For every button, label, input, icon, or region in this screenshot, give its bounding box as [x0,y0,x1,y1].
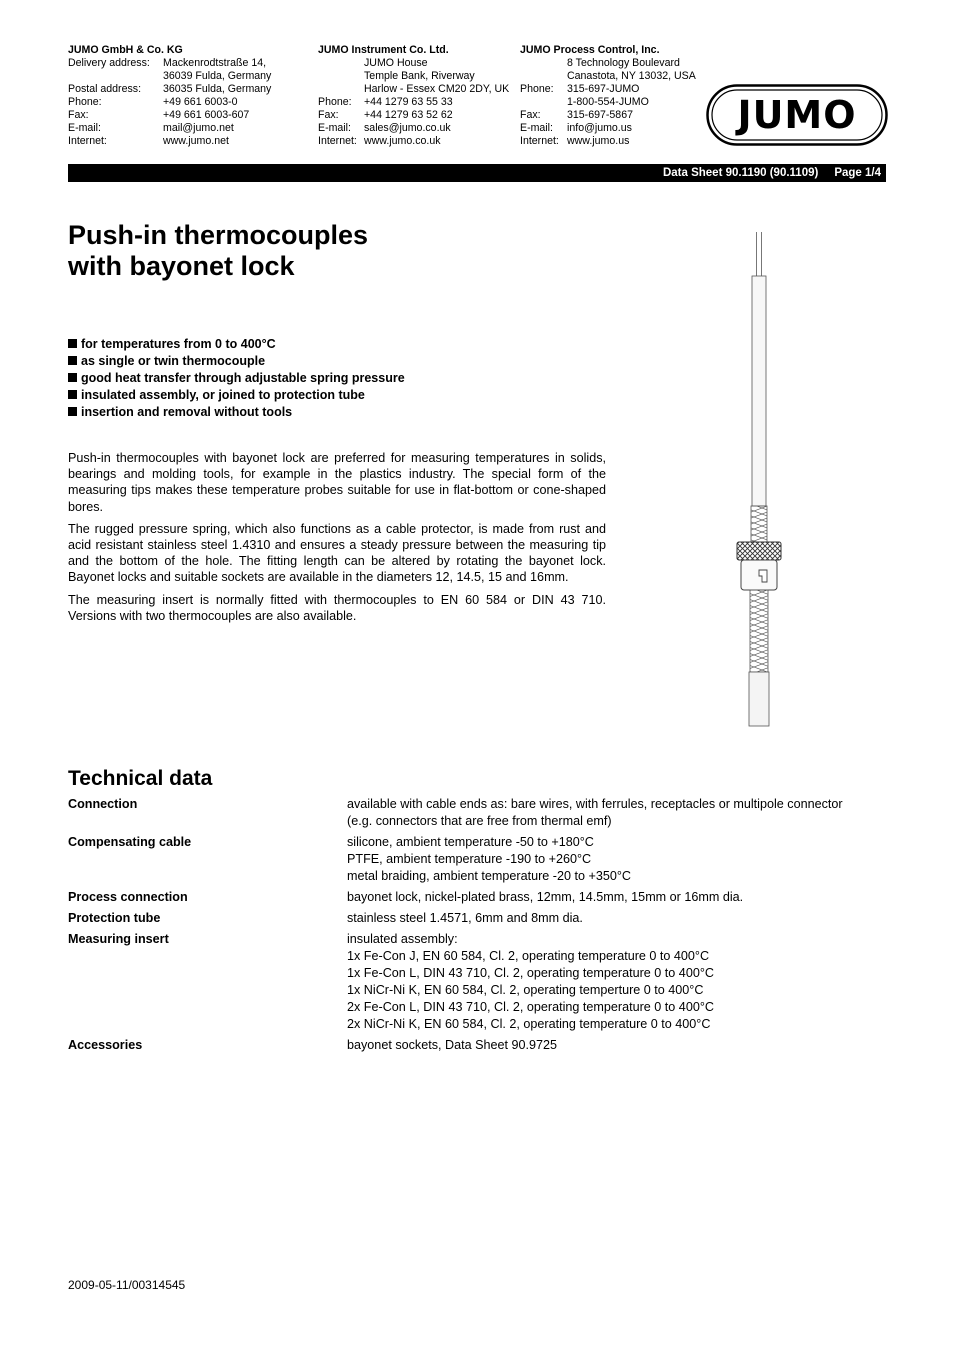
address-value: info@jumo.us [567,122,632,134]
address-label: Internet: [318,135,357,147]
address-label: Internet: [520,135,559,147]
address-value: Mackenrodtstraße 14, [163,57,267,69]
footer-date-code: 2009-05-11/00314545 [68,1278,186,1292]
feature-list [68,336,405,421]
address-row [318,135,509,148]
address-row [318,109,509,122]
technical-data-value-line: metal braiding, ambient temperature -20 to +350°C [347,869,632,883]
address-uk [318,44,509,148]
technical-data-value-line: bayonet sockets, Data Sheet 90.9725 [347,1038,558,1052]
datasheet-number: Data Sheet 90.1190 (90.1109) [662,167,819,179]
address-row [318,83,509,96]
section-heading-technical-data: Technical data [68,767,213,790]
technical-data-value-line: (e.g. connectors that are free from thermal emf) [347,814,612,828]
address-label: Fax: [318,109,339,121]
address-value: mail@jumo.net [163,122,234,134]
jumo-logo [706,84,888,146]
technical-data-row [68,931,898,1033]
address-row [318,122,509,135]
address-label [520,70,567,83]
company-name: JUMO GmbH & Co. KG [68,44,183,56]
technical-data-value-line: silicone, ambient temperature -50 to +180°C [347,835,594,849]
intro-paragraph: The measuring insert is normally fitted with thermocouples to EN 60 584 or DIN 43 710. Versions with two thermocouples are also available. [68,592,606,623]
address-value: Harlow - Essex CM20 2DY, UK [364,83,510,95]
address-value: sales@jumo.co.uk [364,122,451,134]
bullet-square-icon [68,373,77,382]
address-row [68,135,271,148]
technical-data-value-line: 1x Fe-Con L, DIN 43 710, Cl. 2, operating temperature 0 to 400°C [347,966,714,980]
address-value: +44 1279 63 55 33 [364,96,453,108]
bullet-square-icon [68,356,77,365]
address-value: www.jumo.us [567,135,630,147]
address-row [318,96,509,109]
feature-text: insertion and removal without tools [81,405,293,419]
intro-paragraph: Push-in thermocouples with bayonet lock are preferred for measuring temperatures in solids, bearings and molding tools, for example in the plastics industry. The special form of the measuring tips makes these temperature probes suitable for use in flat-bottom or cone-shaped bores. [68,451,606,514]
bullet-square-icon [68,339,77,348]
technical-data-value-line: 1x Fe-Con J, EN 60 584, Cl. 2, operating temperature 0 to 400°C [347,949,710,963]
address-value: +44 1279 63 52 62 [364,109,453,121]
technical-data-value-line: bayonet lock, nickel-plated brass, 12mm, 14.5mm, 15mm or 16mm dia. [347,890,744,904]
technical-data-label: Connection [68,797,138,811]
technical-data-table [68,796,898,1058]
technical-data-label: Compensating cable [68,835,192,849]
address-value: 8 Technology Boulevard [567,57,680,69]
datasheet-header-bar [68,164,886,182]
address-rows [68,57,271,148]
address-row [68,109,271,122]
address-value: +49 661 6003-0 [163,96,238,108]
page-title [68,220,368,282]
thermocouple-drawing [730,226,790,730]
technical-data-value-line: stainless steel 1.4571, 6mm and 8mm dia. [347,911,583,925]
logo-text: JUMO [737,93,857,137]
address-label: Fax: [68,109,89,121]
address-row [68,70,271,83]
technical-data-label: Measuring insert [68,932,169,946]
technical-data-row [68,796,898,830]
feature-text: good heat transfer through adjustable spring pressure [81,371,405,385]
address-rows [520,57,696,148]
feature-item [68,404,405,421]
technical-data-label: Accessories [68,1038,143,1052]
address-row [520,70,696,83]
address-value: Temple Bank, Riverway [364,70,475,82]
address-value: www.jumo.net [163,135,229,147]
feature-text: insulated assembly, or joined to protection tube [81,388,365,402]
address-row [520,109,696,122]
address-rows [318,57,509,148]
technical-data-value-line: 1x NiCr-Ni K, EN 60 584, Cl. 2, operating temperture 0 to 400°C [347,983,704,997]
address-label: Fax: [520,109,541,121]
address-label: E-mail: [520,122,553,134]
technical-data-value [347,1037,898,1054]
address-row [68,122,271,135]
company-name: JUMO Instrument Co. Ltd. [318,44,449,56]
technical-data-row [68,910,898,927]
bullet-square-icon [68,390,77,399]
address-row [68,96,271,109]
feature-text: for temperatures from 0 to 400°C [81,337,276,351]
address-row [318,57,509,70]
address-value: 1-800-554-JUMO [567,96,649,108]
address-germany [68,44,271,148]
technical-data-row [68,834,898,885]
technical-data-value [347,796,898,830]
address-label [520,57,567,70]
address-value: +49 661 6003-607 [163,109,250,121]
address-label: E-mail: [318,122,351,134]
intro-paragraph: The rugged pressure spring, which also functions as a cable protector, is made from rust and acid resistant stainless steel 1.4310 and ensures a steady pressure between the measuring tip and the bottom of the hole. The fitting length can be altered by rotating the bayonet lock. Bayonet locks and suitable sockets are available in the diameters 12, 14.5, 15 and 16mm. [68,521,606,585]
address-row [520,122,696,135]
technical-data-label: Protection tube [68,911,161,925]
address-row [68,83,271,96]
title-line-2: with bayonet lock [68,251,295,281]
address-label: Phone: [520,83,554,95]
address-label: E-mail: [68,122,101,134]
technical-data-value [347,889,898,906]
address-label [318,83,364,96]
technical-data-value [347,834,898,885]
technical-data-value [347,910,898,927]
technical-data-row [68,1037,898,1054]
technical-data-value-line: 2x NiCr-Ni K, EN 60 584, Cl. 2, operating temperature 0 to 400°C [347,1017,711,1031]
address-value: www.jumo.co.uk [364,135,441,147]
address-value: 315-697-JUMO [567,83,640,95]
intro-text [68,450,606,630]
address-row [520,57,696,70]
title-line-1: Push-in thermocouples [68,220,369,250]
address-row [520,96,696,109]
technical-data-value-line: insulated assembly: [347,932,458,946]
technical-data-row [68,889,898,906]
address-label: Phone: [68,96,102,108]
address-label: Delivery address: [68,57,150,69]
address-row [318,70,509,83]
feature-item [68,387,405,404]
address-row [520,83,696,96]
feature-item [68,353,405,370]
address-row [520,135,696,148]
address-value: 36039 Fulda, Germany [163,70,272,82]
technical-data-value [347,931,898,1033]
address-label [318,57,364,70]
technical-data-label: Process connection [68,890,188,904]
address-value: 315-697-5867 [567,109,633,121]
address-label [318,70,364,83]
feature-text: as single or twin thermocouple [81,354,266,368]
technical-data-value-line: available with cable ends as: bare wires, with ferrules, receptacles or multipole connector [347,797,843,811]
address-label: Phone: [318,96,352,108]
address-row [68,57,271,70]
address-value: Canastota, NY 13032, USA [567,70,696,82]
address-label [68,70,163,83]
feature-item [68,336,405,353]
technical-data-value-line: 2x Fe-Con L, DIN 43 710, Cl. 2, operating temperature 0 to 400°C [347,1000,714,1014]
page-number: Page 1/4 [834,167,881,179]
address-value: 36035 Fulda, Germany [163,83,272,95]
address-us [520,44,696,148]
address-value: JUMO House [364,57,428,69]
company-name: JUMO Process Control, Inc. [520,44,660,56]
bullet-square-icon [68,407,77,416]
address-label [520,96,567,109]
address-label: Postal address: [68,83,142,95]
address-label: Internet: [68,135,107,147]
technical-data-value-line: PTFE, ambient temperature -190 to +260°C [347,852,592,866]
feature-item [68,370,405,387]
